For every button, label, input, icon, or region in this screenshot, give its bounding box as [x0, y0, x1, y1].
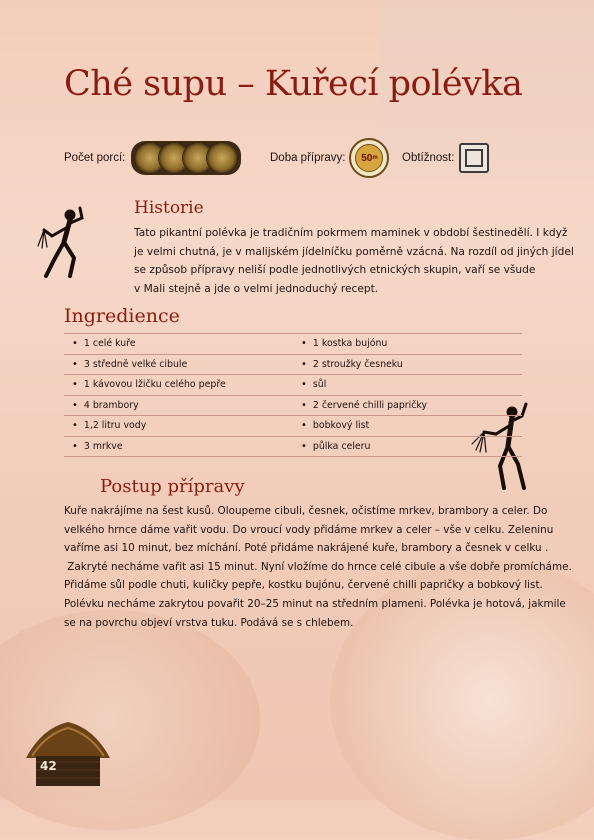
- servings-label: Počet porcí:: [64, 152, 126, 164]
- prep-time-badge: [355, 144, 383, 172]
- tribal-dancer-icon: [30, 206, 88, 280]
- bullet: •: [301, 440, 307, 452]
- bullet: •: [72, 420, 78, 432]
- ingredient-text: 2 červené chilli papričky: [312, 399, 428, 411]
- ingredient-text: 3 středně velké cibule: [83, 358, 188, 370]
- bullet: •: [72, 399, 78, 411]
- ingredient-row: [64, 437, 522, 458]
- ingredient-item: [293, 375, 522, 395]
- steps-line: Polévku necháme zakrytou povařit 20–25 minut na středním plameni. Polévka je hotová, jakmile: [64, 597, 566, 610]
- ingredient-item: [293, 396, 522, 416]
- difficulty-label: Obtížnost:: [402, 152, 455, 164]
- bullet: •: [301, 358, 307, 370]
- ingredient-text: 2 stroužky česneku: [312, 358, 403, 370]
- ingredient-row: [64, 416, 522, 437]
- ingredient-text: bobkový list: [312, 420, 370, 432]
- steps-line: Přidáme sůl podle chuti, kuličky pepře, kostku bujónu, červené chilli papričky a bobkový list.: [64, 579, 543, 592]
- difficulty-icon: [459, 143, 489, 173]
- prep-time-unit: m: [372, 155, 378, 161]
- steps-line: velkého hrnce dáme vařit vodu. Do vroucí vody přidáme mrkev a celer – vše v celku. Zeleninu: [64, 523, 554, 536]
- ingredient-item: [293, 355, 522, 375]
- history-line: v Mali stejně a jde o velmi jednoduchý recept.: [134, 282, 379, 295]
- history-text: [134, 224, 574, 298]
- hut-icon: [22, 712, 114, 788]
- ingredient-text: 1 kostka bujónu: [312, 338, 388, 350]
- steps-line: Kuře nakrájíme na šest kusů. Oloupeme cibuli, česnek, očistíme mrkev, brambory a celer. Do: [64, 505, 548, 517]
- steps-text: [64, 502, 572, 632]
- ingredient-text: 1 kávovou lžičku celého pepře: [83, 379, 226, 391]
- bullet: •: [301, 399, 307, 411]
- bullet: •: [301, 420, 307, 432]
- history-line: se způsob přípravy neliší podle jednotlivých etnických skupin, vaří se všude: [134, 264, 536, 277]
- steps-line: se na povrchu objeví vrstva tuku. Podává se s chlebem.: [64, 616, 354, 629]
- steps-line: Zakryté necháme vařit asi 15 minut. Nyní vložíme do hrnce celé cibule a vše dobře promícháme.: [64, 560, 572, 573]
- ingredient-row: [64, 355, 522, 376]
- page-number: 42: [40, 759, 57, 773]
- ingredients-heading: Ingredience: [64, 305, 180, 327]
- history-line: je velmi chutná, je v malijském jídelníčku poměrně vzácná. Na rozdíl od jiných jídel: [134, 245, 574, 258]
- steps-heading: Postup přípravy: [100, 476, 245, 497]
- prep-time-value: 50: [361, 152, 373, 164]
- ingredient-item: [64, 355, 293, 375]
- bullet: •: [301, 379, 307, 391]
- clock-icon: [349, 138, 389, 178]
- ingredient-item: [64, 416, 293, 436]
- page-title: Ché supu – Kuřecí polévka: [64, 64, 523, 104]
- bullet: •: [72, 358, 78, 370]
- ingredient-row: [64, 375, 522, 396]
- steps-line: vaříme asi 10 minut, bez míchání. Poté přidáme nakrájené kuře, brambory a česnek v celku .: [64, 542, 549, 555]
- ingredient-item: [64, 375, 293, 395]
- ingredient-text: 3 mrkve: [83, 440, 123, 452]
- ingredient-text: 1 celé kuře: [83, 338, 136, 350]
- ingredients-table: [64, 333, 522, 457]
- ingredient-item: [293, 416, 522, 436]
- ingredient-text: 4 brambory: [83, 399, 139, 411]
- ingredient-item: [293, 437, 522, 457]
- ingredient-row: [64, 333, 522, 355]
- history-heading: Historie: [134, 198, 204, 218]
- bullet: •: [72, 379, 78, 391]
- ingredient-text: sůl: [312, 379, 327, 391]
- ingredient-row: [64, 396, 522, 417]
- bullet: •: [72, 440, 78, 452]
- ingredient-text: 1,2 litru vody: [83, 420, 147, 432]
- plate-icon: [207, 143, 237, 173]
- ingredient-item: [64, 396, 293, 416]
- ingredient-text: půlka celeru: [312, 440, 371, 452]
- ingredient-item: [64, 334, 293, 354]
- bullet: •: [301, 338, 307, 350]
- history-line: Tato pikantní polévka je tradičním pokrmem maminek v období šestinedělí. I když: [134, 227, 568, 239]
- ingredient-item: [64, 437, 293, 457]
- servings-plates: [131, 141, 241, 175]
- bullet: •: [72, 338, 78, 350]
- ingredient-item: [293, 334, 522, 354]
- servings-info: [64, 138, 241, 178]
- difficulty-icon-inner: [465, 149, 483, 167]
- prep-time-label: Doba přípravy:: [270, 152, 346, 164]
- difficulty-info: [402, 138, 489, 178]
- prep-time-info: [270, 138, 389, 178]
